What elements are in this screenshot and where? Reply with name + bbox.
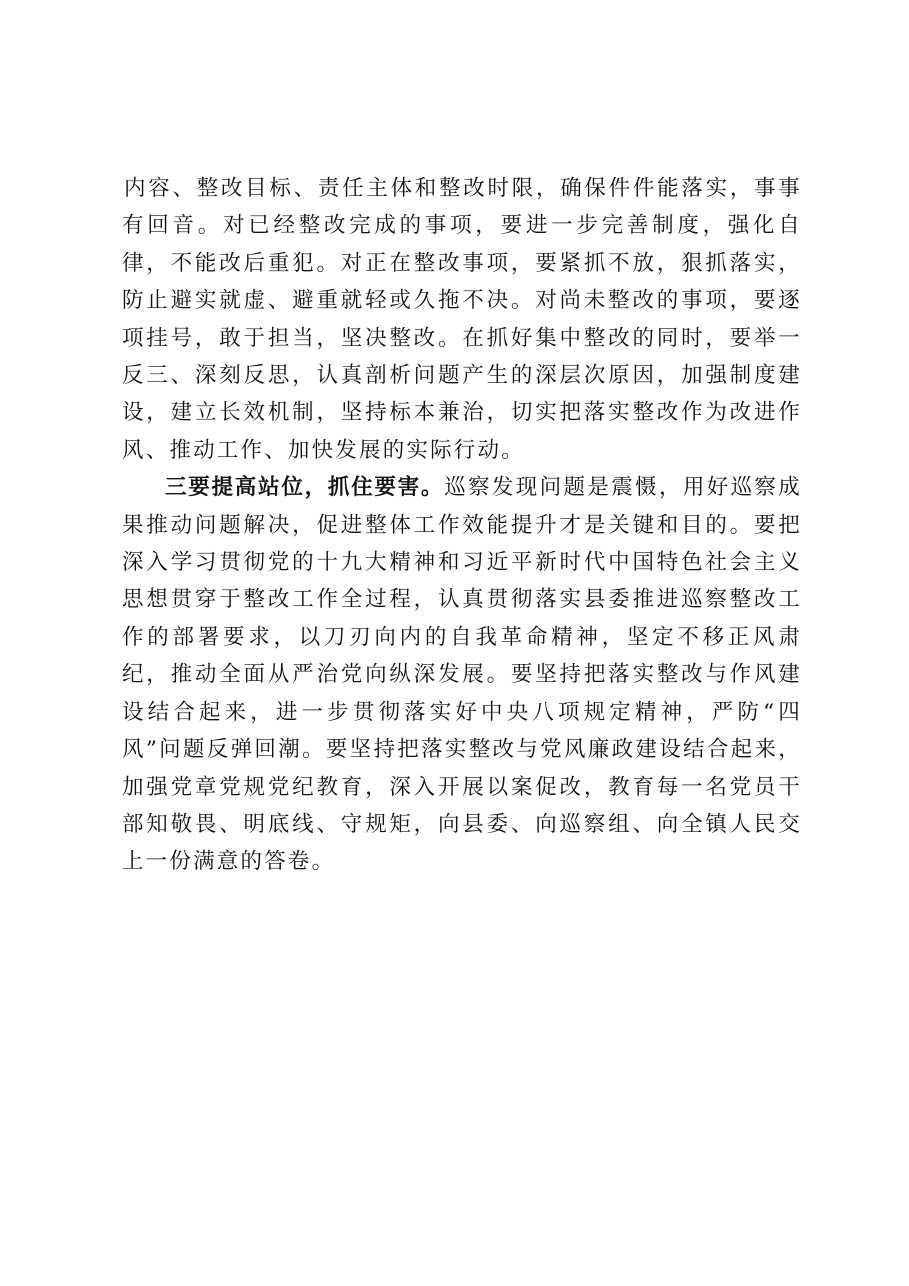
document-body — [122, 170, 802, 881]
paragraph-heading: 三要提高站位，抓住要害。 — [165, 475, 445, 501]
paragraph-body-text: 巡察发现问题是震慑，用好巡察成果推动问题解决，促进整体工作效能提升才是关键和目的。要把深入学习贯彻党的十九大精神和习近平新时代中国特色社会主义思想贯穿于整改工作全过程，认真贯彻落实县委推进巡察整改工作的部署要求，以刀刃向内的自我革命精神，坚定不移正风肃纪，推动全面从严治党向纵深发展。要坚持把落实整改与作风建设结合起来，进一步贯彻落实好中央八项规定精神，严防“四风”问题反弹回潮。要坚持把落实整改与党风廉政建设结合起来，加强党章党规党纪教育，深入开展以案促改，教育每一名党员干部知敬畏、明底线、守规矩，向县委、向巡察组、向全镇人民交上一份满意的答卷。 — [122, 475, 802, 875]
paragraph-improve-position — [122, 469, 802, 880]
paragraph-rectification-measures: 内容、整改目标、责任主体和整改时限，确保件件能落实，事事有回音。对已经整改完成的事项，要进一步完善制度，强化自律，不能改后重犯。对正在整改事项，要紧抓不放，狠抓落实，防止避实就虚、避重就轻或久拖不决。对尚未整改的事项，要逐项挂号，敢于担当，坚决整改。在抓好集中整改的同时，要举一反三、深刻反思，认真剖析问题产生的深层次原因，加强制度建设，建立长效机制，坚持标本兼治，切实把落实整改作为改进作风、推动工作、加快发展的实际行动。 — [122, 176, 802, 463]
